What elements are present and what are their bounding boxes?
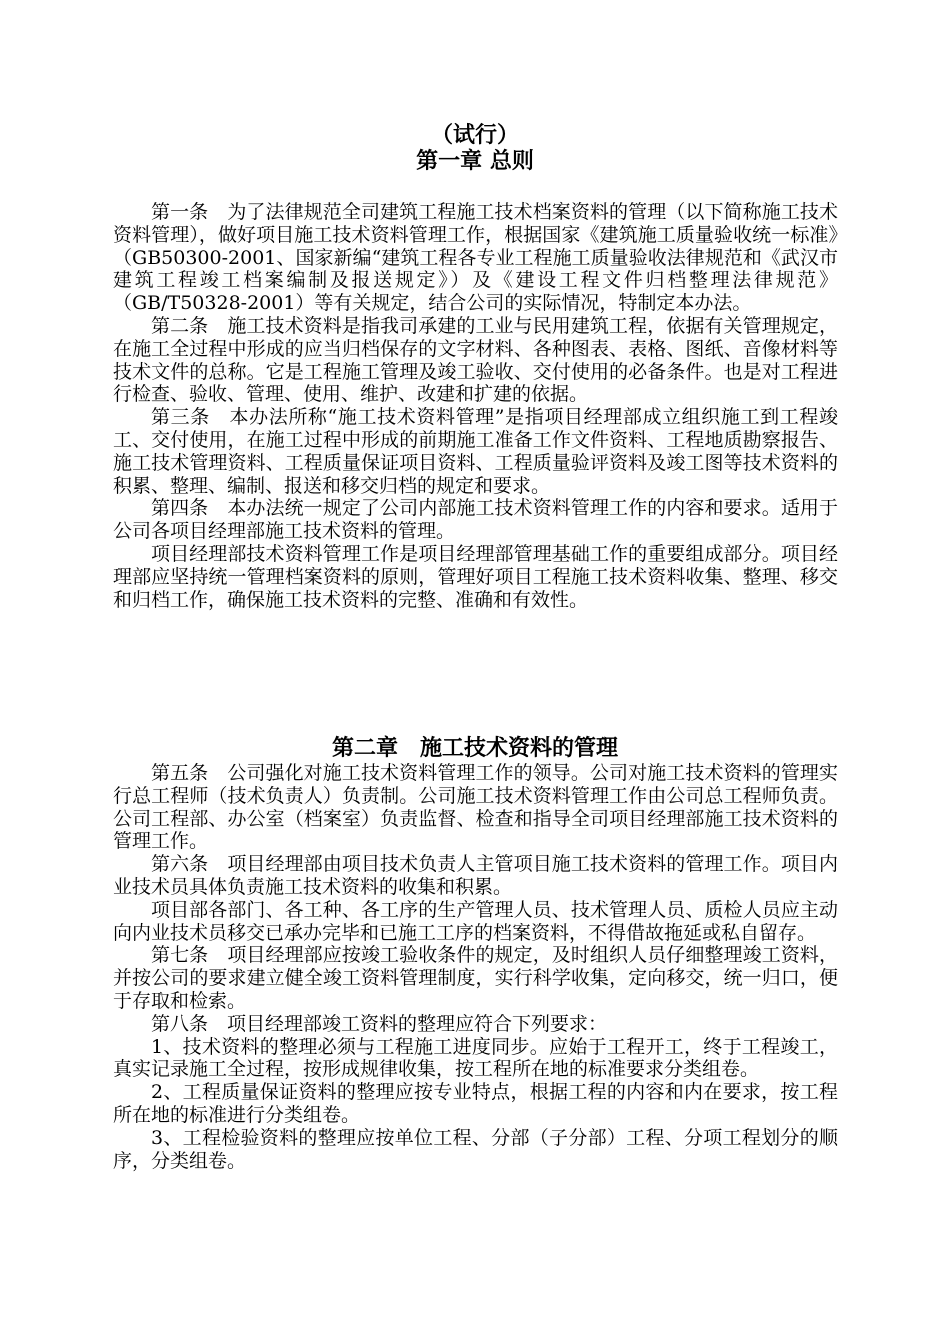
article-1-paragraph: 第一条 为了法律规范全司建筑工程施工技术档案资料的管理（以下简称施工技术资料管理），做好项目施工技术资料管理工作，根据国家《建筑施工质量验收统一标准》（GB50300-2001、国家新编“建筑工程各专业工程施工质量验收法律规范和《武汉市建筑工程竣工档案编制及报送规定》）及《建设工程文件归档整理法律规范》（GB/T50328-2001）等有关规定，结合公司的实际情况，特制定本办法。 — [113, 201, 838, 315]
article-8-item-2: 2、工程质量保证资料的整理应按专业特点，根据工程的内容和内在要求，按工程所在地的标准进行分类组卷。 — [113, 1081, 838, 1126]
article-4-continuation-paragraph: 项目经理部技术资料管理工作是项目经理部管理基础工作的重要组成部分。项目经理部应坚持统一管理档案资料的原则，管理好项目工程施工技术资料收集、整理、移交和归档工作，确保施工技术资料的完整、准确和有效性。 — [113, 542, 838, 611]
chapter-1-title: 第一章 总则 — [416, 149, 534, 174]
chapter-1-body — [113, 201, 838, 611]
article-6-continuation-paragraph: 项目部各部门、各工种、各工序的生产管理人员、技术管理人员、质检人员应主动向内业技术员移交已承办完毕和已施工工序的档案资料，不得借故拖延或私自留存。 — [113, 898, 838, 944]
chapter-2-title: 第二章 施工技术资料的管理 — [331, 736, 618, 761]
article-8-item-3: 3、工程检验资料的整理应按单位工程、分部（子分部）工程、分项工程划分的顺序，分类组卷。 — [113, 1126, 838, 1172]
article-6-paragraph: 第六条 项目经理部由项目技术负责人主管项目施工技术资料的管理工作。项目内业技术员具体负责施工技术资料的收集和积累。 — [113, 853, 838, 898]
article-3-paragraph: 第三条 本办法所称“施工技术资料管理”是指项目经理部成立组织施工到工程竣工、交付使用，在施工过程中形成的前期施工准备工作文件资料、工程地质勘察报告、施工技术管理资料、工程质量保证项目资料、工程质量验评资料及竣工图等技术资料的积累、整理、编制、报送和移交归档的规定和要求。 — [113, 406, 838, 497]
document-subtitle: （试行） — [430, 123, 519, 148]
article-8-paragraph: 第八条 项目经理部竣工资料的整理应符合下列要求： — [151, 1012, 608, 1035]
article-7-paragraph: 第七条 项目经理部应按竣工验收条件的规定，及时组织人员仔细整理竣工资料，并按公司的要求建立健全竣工资料管理制度，实行科学收集，定向移交，统一归口，便于存取和检索。 — [113, 944, 838, 1012]
chapter-2-body — [113, 762, 838, 1172]
article-4-paragraph: 第四条 本办法统一规定了公司内部施工技术资料管理工作的内容和要求。适用于公司各项目经理部施工技术资料的管理。 — [113, 497, 838, 543]
article-5-paragraph: 第五条 公司强化对施工技术资料管理工作的领导。公司对施工技术资料的管理实行总工程师（技术负责人）负责制。公司施工技术资料管理工作由公司总工程师负责。公司工程部、办公室（档案室）负责监督、检查和指导全司项目经理部施工技术资料的管理工作。 — [113, 762, 838, 853]
article-2-paragraph: 第二条 施工技术资料是指我司承建的工业与民用建筑工程，依据有关管理规定，在施工全过程中形成的应当归档保存的文字材料、各种图表、表格、图纸、音像材料等技术文件的总称。它是工程施工管理及竣工验收、交付使用的必备条件。也是对工程进行检查、验收、管理、使用、维护、改建和扩建的依据。 — [113, 314, 838, 406]
article-8-item-1: 1、技术资料的整理必须与工程施工进度同步。应始于工程开工，终于工程竣工，真实记录施工全过程，按形成规律收集，按工程所在地的标准要求分类组卷。 — [113, 1035, 838, 1081]
